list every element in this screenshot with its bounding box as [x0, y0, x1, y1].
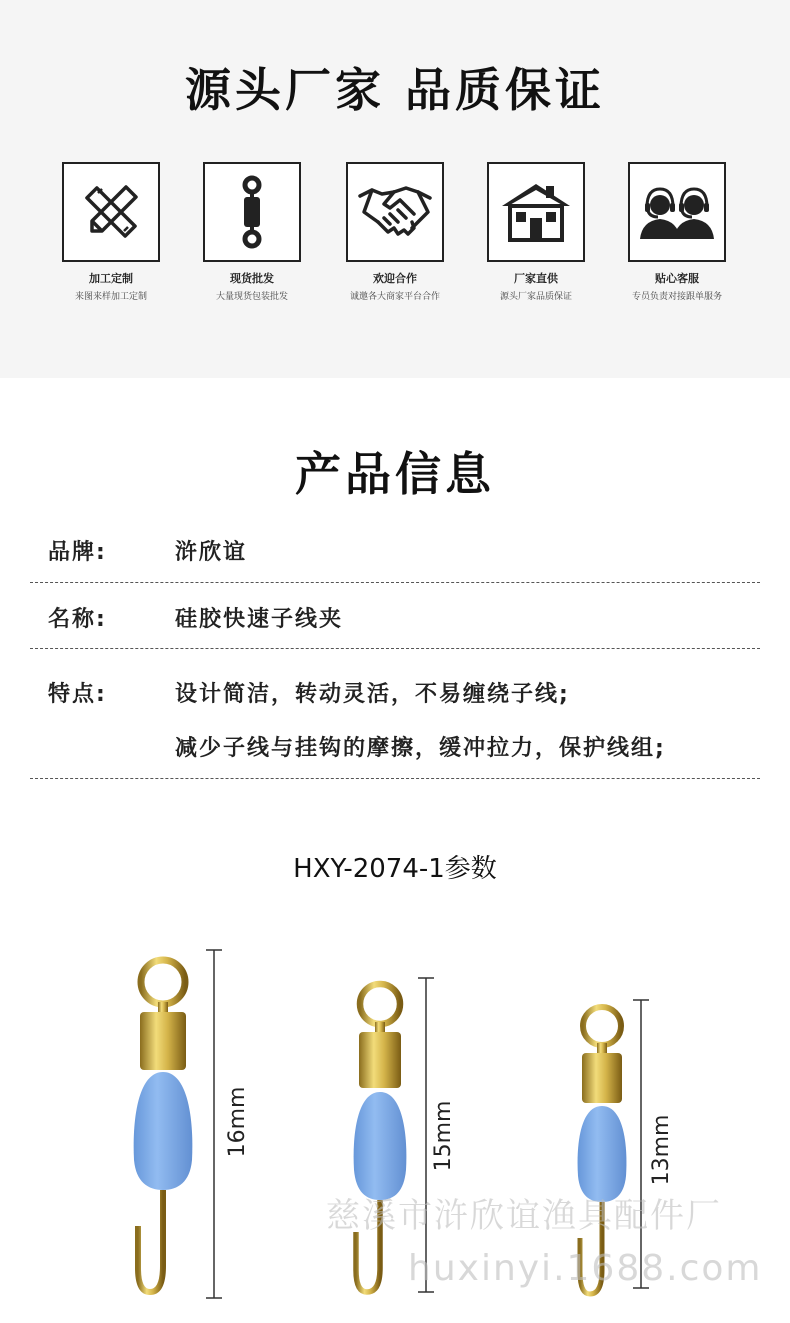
feature-line-2: 减少子线与挂钩的摩擦，缓冲拉力，保护线组;	[175, 736, 666, 761]
size-label-13mm: 13mm	[649, 1114, 674, 1186]
section-title: 产品信息	[295, 447, 495, 501]
name-label: 名称:	[48, 607, 107, 632]
handshake-icon	[358, 182, 432, 242]
feature-title: 欢迎合作	[373, 272, 417, 285]
swivel-icon	[232, 175, 272, 249]
divider	[30, 778, 760, 779]
feature-title: 贴心客服	[655, 272, 699, 285]
factory-house-icon	[500, 180, 572, 244]
feature-box	[62, 162, 160, 262]
feature-strip	[0, 162, 790, 312]
name-value: 硅胶快速子线夹	[175, 607, 344, 632]
feature-line-1: 设计简洁，转动灵活，不易缠绕子线;	[175, 682, 570, 707]
feature-subtitle: 专员负责对接跟单服务	[631, 292, 722, 302]
divider	[30, 582, 760, 583]
feature-title: 加工定制	[89, 272, 133, 285]
size-label-16mm: 16mm	[225, 1086, 250, 1158]
feature-wholesale	[177, 162, 327, 302]
brand-label: 品牌:	[48, 540, 107, 565]
feature-subtitle: 大量现货包装批发	[215, 292, 288, 302]
feature-box	[628, 162, 726, 262]
swivel-large	[134, 960, 193, 1292]
feature-cooperation	[320, 162, 470, 302]
swivel-medium	[354, 984, 407, 1292]
feature-factory	[461, 162, 611, 302]
watermark-url: huxinyi.1688.com	[408, 1248, 763, 1289]
feature-subtitle: 来图来样加工定制	[74, 292, 147, 302]
feature-custom	[36, 162, 186, 302]
divider	[30, 648, 760, 649]
feature-title: 现货批发	[230, 272, 274, 285]
customer-service-icon	[636, 185, 718, 239]
feature-subtitle: 诚邀各大商家平台合作	[349, 292, 440, 302]
brand-value: 浒欣谊	[175, 540, 248, 565]
feature-label: 特点:	[48, 682, 107, 707]
size-label-15mm: 15mm	[431, 1100, 456, 1172]
feature-service	[602, 162, 752, 302]
params-title: HXY-2074-1参数	[293, 854, 497, 884]
feature-box	[203, 162, 301, 262]
watermark-company: 慈溪市浒欣谊渔具配件厂	[326, 1196, 722, 1236]
feature-box	[346, 162, 444, 262]
feature-subtitle: 源头厂家品质保证	[499, 292, 572, 302]
feature-box	[487, 162, 585, 262]
headline: 源头厂家 品质保证	[184, 63, 605, 117]
pencil-ruler-icon	[78, 179, 144, 245]
feature-title: 厂家直供	[514, 272, 558, 285]
